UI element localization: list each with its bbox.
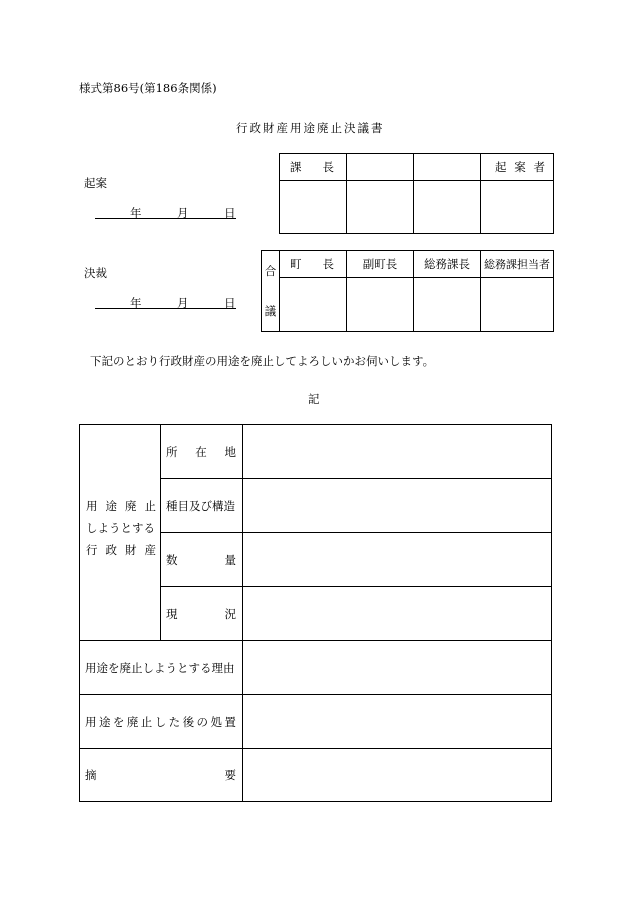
value-summary[interactable]: [243, 749, 551, 801]
property-group-label: [86, 495, 156, 561]
header-section-chief: [280, 154, 347, 181]
disposal-char-9: の: [196, 714, 208, 729]
stamp-box-section-chief[interactable]: [280, 181, 347, 234]
disposal-char-1: 用: [85, 714, 97, 729]
group-char-4: 止: [144, 499, 156, 513]
drafting-date: [95, 205, 236, 219]
location-char-2: 在: [195, 444, 207, 459]
group-char-2: 途: [105, 499, 117, 513]
stamp-box-blank-2[interactable]: [414, 181, 481, 234]
label-category-structure: 種目及び構造: [166, 498, 235, 513]
consultation-char-2: 議: [264, 304, 277, 318]
drafting-day: 日: [224, 206, 236, 220]
summary-char-2: 要: [224, 768, 236, 782]
label-current-state: [166, 587, 236, 640]
decision-date-underline: [95, 308, 236, 309]
stamp-box-blank-1[interactable]: [347, 181, 414, 234]
group-char-1: 用: [86, 499, 98, 513]
drafting-label: 起案: [84, 176, 107, 190]
mayor-char-1: 町: [290, 257, 302, 271]
disposal-char-6: し: [154, 714, 167, 729]
disposal-char-3: を: [112, 714, 125, 729]
value-quantity[interactable]: [243, 533, 551, 586]
form-number: 様式第86号(第186条関係): [79, 81, 217, 95]
decision-month: 月: [177, 296, 189, 310]
decision-day: 日: [224, 296, 236, 310]
value-current-state[interactable]: [243, 587, 551, 640]
header-general-affairs-staff: 総務課担当者: [481, 251, 554, 278]
drafter-char-1: 起: [495, 160, 507, 174]
drafting-year: 年: [130, 206, 142, 220]
group-char-5: 行: [86, 543, 98, 557]
mayor-char-2: 長: [322, 257, 334, 271]
group-char-7: 財: [125, 543, 137, 557]
group-char-6: 政: [105, 543, 117, 557]
disposal-char-4: 廃: [126, 714, 139, 729]
label-reason: 用途を廃止しようとする理由: [85, 660, 235, 675]
group-char-3: 廃: [125, 499, 137, 513]
disposal-char-11: 置: [224, 714, 236, 729]
header-mayor: [280, 251, 347, 278]
group-label-line-1: [86, 495, 156, 517]
property-details-table: [79, 424, 552, 802]
location-char-1: 所: [166, 444, 178, 459]
group-label-line-3: [86, 539, 156, 561]
group-char-8: 産: [144, 543, 156, 557]
current-state-char-1: 現: [166, 606, 178, 621]
disposal-char-5: 止: [140, 714, 153, 729]
drafter-char-3: 者: [533, 160, 545, 174]
stamp-box-deputy-mayor[interactable]: [347, 278, 414, 332]
value-disposal-after[interactable]: [243, 695, 551, 748]
approval-table-top: [279, 153, 554, 234]
value-category-structure[interactable]: [243, 479, 551, 532]
stamp-box-mayor[interactable]: [280, 278, 347, 332]
header-blank-2: [414, 154, 481, 181]
stamp-box-drafter[interactable]: [481, 181, 554, 234]
drafting-date-underline: [95, 218, 236, 219]
stamp-box-general-affairs-staff[interactable]: [481, 278, 554, 332]
header-drafter: [481, 154, 554, 181]
value-reason[interactable]: [243, 641, 551, 694]
section-chief-char-1: 課: [290, 160, 302, 174]
drafting-month: 月: [177, 206, 189, 220]
disposal-char-2: 途: [98, 714, 111, 729]
label-disposal-after: [85, 695, 236, 748]
disposal-char-8: 後: [182, 714, 195, 729]
group-label-line-2: [86, 517, 156, 539]
value-location[interactable]: [243, 425, 551, 478]
disposal-char-10: 処: [210, 714, 222, 729]
decision-year: 年: [130, 296, 142, 310]
summary-char-1: 摘: [85, 768, 97, 782]
decision-date: [95, 295, 236, 309]
consultation-char-1: 合: [264, 264, 277, 278]
consultation-table: [261, 250, 554, 332]
header-blank-1: [347, 154, 414, 181]
decision-label: 決裁: [84, 266, 107, 280]
header-general-affairs-chief: 総務課長: [414, 251, 481, 278]
request-text: 下記のとおり行政財産の用途を廃止してよろしいかお伺いします。: [90, 354, 435, 368]
label-summary: [85, 749, 236, 801]
group-line-2-text: しようとする: [86, 521, 155, 535]
quantity-char-1: 数: [166, 552, 178, 567]
current-state-char-2: 況: [224, 606, 236, 621]
quantity-char-2: 量: [224, 552, 236, 567]
record-label: 記: [308, 392, 320, 406]
label-quantity: [166, 533, 236, 586]
label-location: [166, 425, 236, 478]
disposal-char-7: た: [168, 714, 181, 729]
header-deputy-mayor: 副町長: [347, 251, 414, 278]
stamp-box-general-affairs-chief[interactable]: [414, 278, 481, 332]
location-char-3: 地: [224, 444, 236, 459]
section-chief-char-2: 長: [322, 160, 334, 174]
document-title: 行政財産用途廃止決議書: [236, 121, 385, 135]
consultation-side-label: [262, 251, 280, 332]
drafter-char-2: 案: [514, 160, 526, 174]
